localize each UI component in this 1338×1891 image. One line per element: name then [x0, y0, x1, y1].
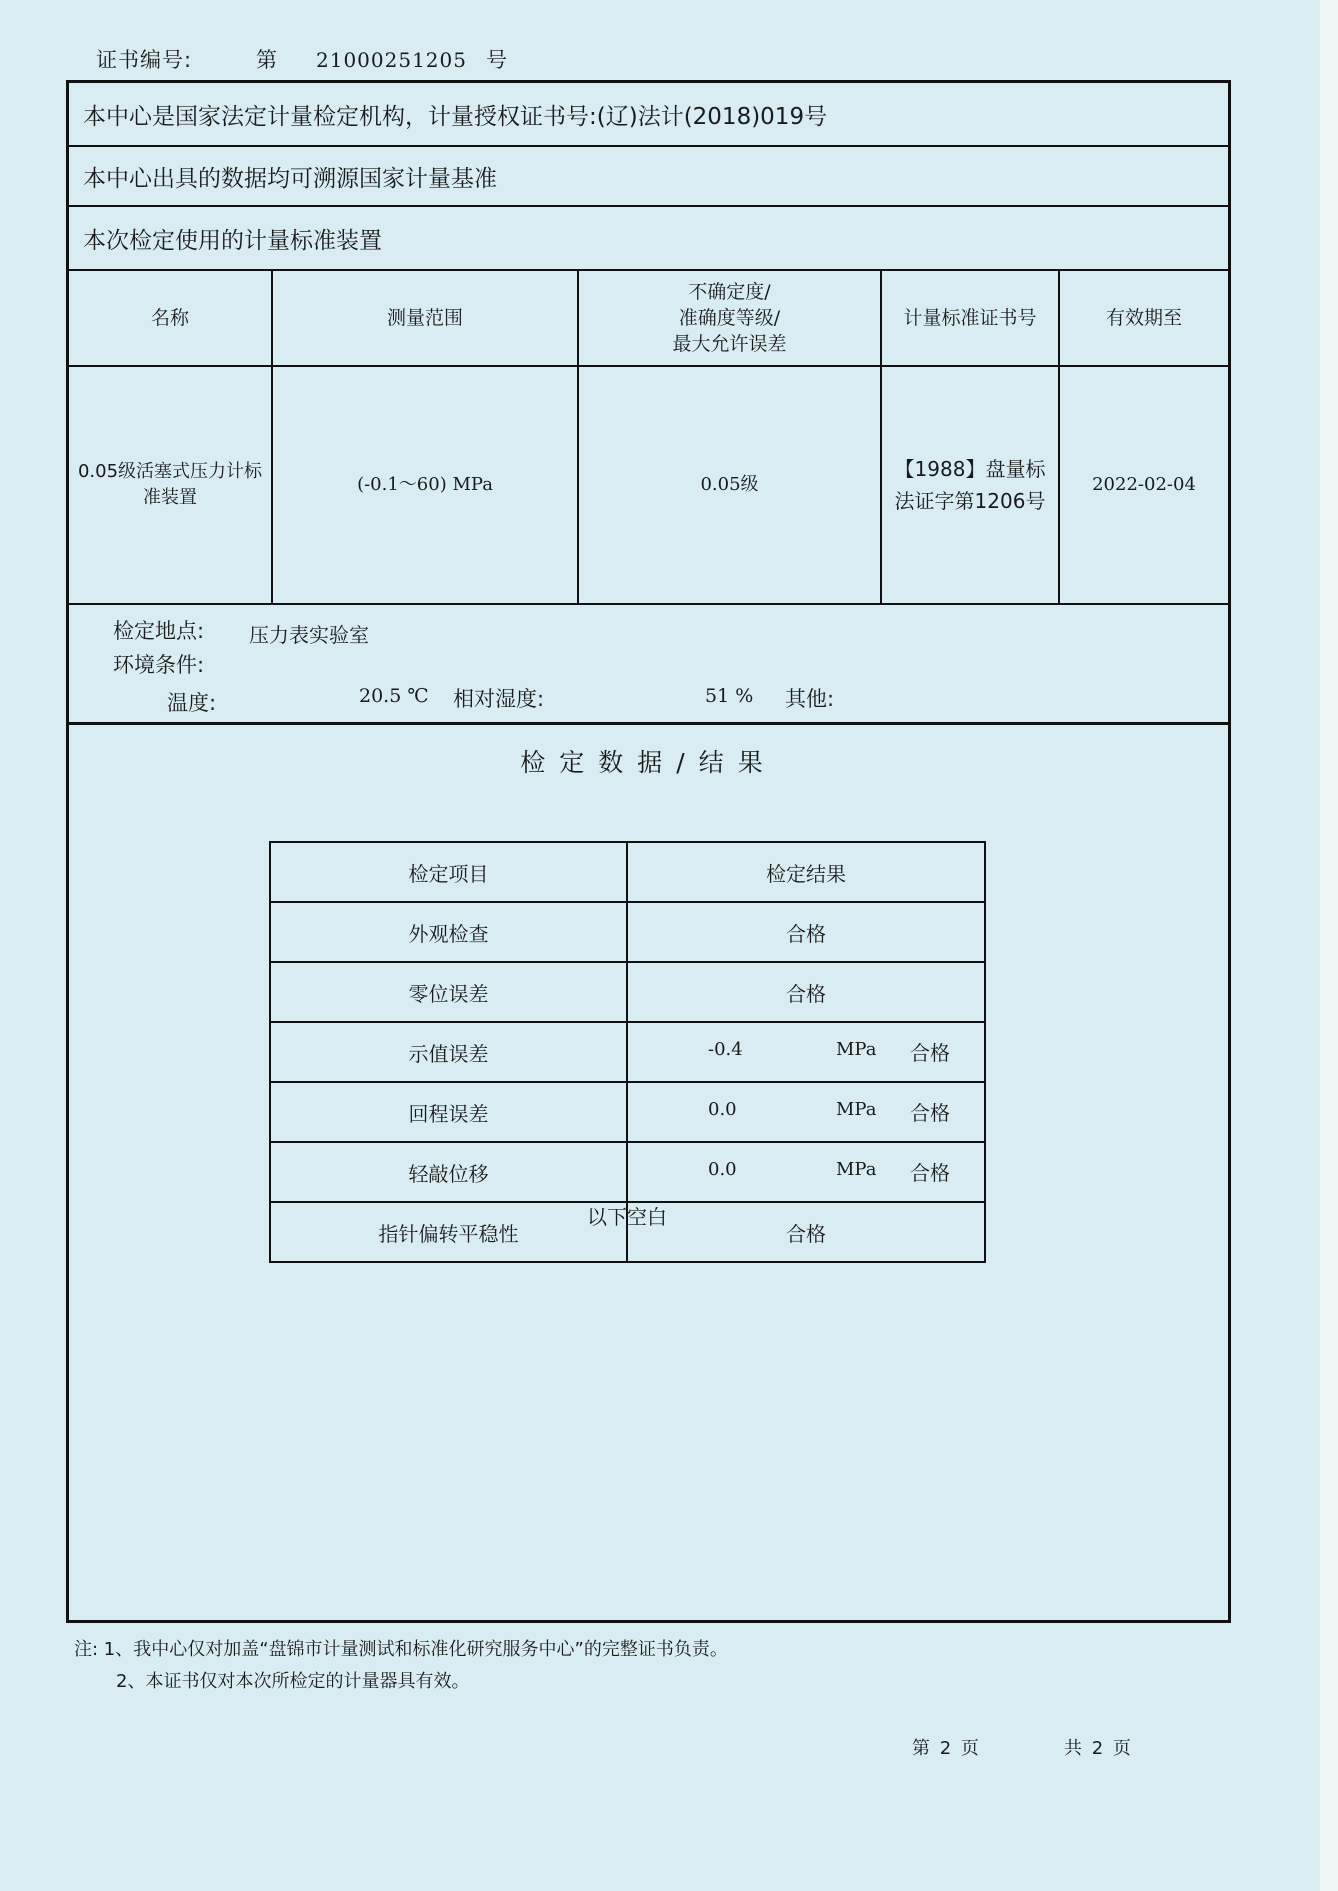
standard-cert-number — [881, 366, 1059, 604]
header-accuracy-line2: 准确度等级/ — [678, 307, 781, 329]
scan-edge — [1320, 0, 1338, 1891]
result-item: 轻敲位移 — [270, 1142, 627, 1202]
standards-heading-row — [69, 207, 1228, 269]
humidity-value: 51 % — [705, 685, 754, 707]
header-name: 名称 — [69, 270, 272, 366]
result-value: 合格 — [627, 902, 985, 962]
authority-row — [69, 83, 1228, 147]
certificate-frame — [66, 80, 1231, 1623]
results-col-result: 检定结果 — [627, 842, 985, 902]
result-item: 指针偏转平稳性 — [270, 1202, 627, 1262]
result-measured — [627, 1142, 985, 1202]
conditions-label: 环境条件: — [113, 653, 205, 677]
header-accuracy-line1: 不确定度/ — [688, 281, 771, 303]
header-cert: 计量标准证书号 — [881, 270, 1059, 366]
table-row — [270, 1142, 985, 1202]
result-verdict: 合格 — [910, 1101, 950, 1125]
standard-cert-line2: 法证字第1206号 — [894, 489, 1046, 513]
traceability-row — [69, 147, 1228, 207]
table-row — [270, 1082, 985, 1142]
certificate-number-value: 21000251205 — [316, 48, 467, 72]
note-line-1: 注: 1、我中心仅对加盖“盘锦市计量测试和标准化研究服务中心”的完整证书负责。 — [74, 1639, 728, 1660]
result-verdict: 合格 — [910, 1041, 950, 1065]
results-title: 检定数据/结果 — [520, 748, 777, 777]
temperature-label: 温度: — [167, 691, 217, 715]
result-number: -0.4 — [708, 1039, 743, 1060]
table-row — [270, 962, 985, 1022]
standard-valid-until: 2022-02-04 — [1059, 366, 1228, 604]
result-item: 示值误差 — [270, 1022, 627, 1082]
table-row — [270, 1022, 985, 1082]
environment-section — [69, 601, 1228, 725]
standard-accuracy: 0.05级 — [578, 366, 881, 604]
traceability-text: 本中心出具的数据均可溯源国家计量基准 — [83, 165, 497, 192]
standards-table — [69, 269, 1228, 605]
notes — [74, 1634, 728, 1698]
standard-cert-line1: 【1988】盘量标 — [894, 457, 1046, 481]
authority-text: 本中心是国家法定计量检定机构，计量授权证书号:(辽)法计(2018)019号 — [83, 103, 828, 130]
header-accuracy-line3: 最大允许误差 — [672, 333, 787, 355]
result-value: 合格 — [627, 1202, 985, 1262]
certificate-number-prefix: 第 — [256, 48, 278, 72]
site-label: 检定地点: — [113, 619, 205, 643]
page-current: 第 2 页 — [912, 1738, 981, 1759]
certificate-number-label: 证书编号: — [96, 48, 193, 72]
result-measured — [627, 1022, 985, 1082]
result-verdict: 合格 — [910, 1161, 950, 1185]
standards-row — [69, 366, 1228, 604]
blank-marker: 以下空白 — [587, 1205, 667, 1229]
other-label: 其他: — [785, 687, 835, 711]
result-number: 0.0 — [708, 1099, 737, 1120]
result-measured — [627, 1082, 985, 1142]
page-total: 共 2 页 — [1064, 1738, 1133, 1759]
header-valid: 有效期至 — [1059, 270, 1228, 366]
result-number: 0.0 — [708, 1159, 737, 1180]
result-item: 零位误差 — [270, 962, 627, 1022]
results-table — [269, 841, 986, 1263]
temperature-value: 20.5 ℃ — [359, 685, 429, 707]
header-range: 测量范围 — [272, 270, 578, 366]
results-header-row — [270, 842, 985, 902]
results-col-item: 检定项目 — [270, 842, 627, 902]
humidity-label: 相对湿度: — [453, 687, 545, 711]
certificate-number-suffix: 号 — [486, 48, 508, 72]
site-value: 压力表实验室 — [249, 623, 369, 647]
header-accuracy — [578, 270, 881, 366]
note-line-2: 2、本证书仅对本次所检定的计量器具有效。 — [116, 1671, 470, 1692]
standard-name: 0.05级活塞式压力计标准装置 — [69, 366, 272, 604]
result-unit: MPa — [836, 1039, 877, 1060]
result-unit: MPa — [836, 1099, 877, 1120]
result-item: 外观检查 — [270, 902, 627, 962]
standard-range: (-0.1～60) MPa — [272, 366, 578, 604]
standards-header-row — [69, 270, 1228, 366]
result-unit: MPa — [836, 1159, 877, 1180]
result-value: 合格 — [627, 962, 985, 1022]
standards-heading: 本次检定使用的计量标准装置 — [83, 227, 382, 254]
certificate-number — [96, 44, 508, 74]
result-item: 回程误差 — [270, 1082, 627, 1142]
table-row — [270, 902, 985, 962]
